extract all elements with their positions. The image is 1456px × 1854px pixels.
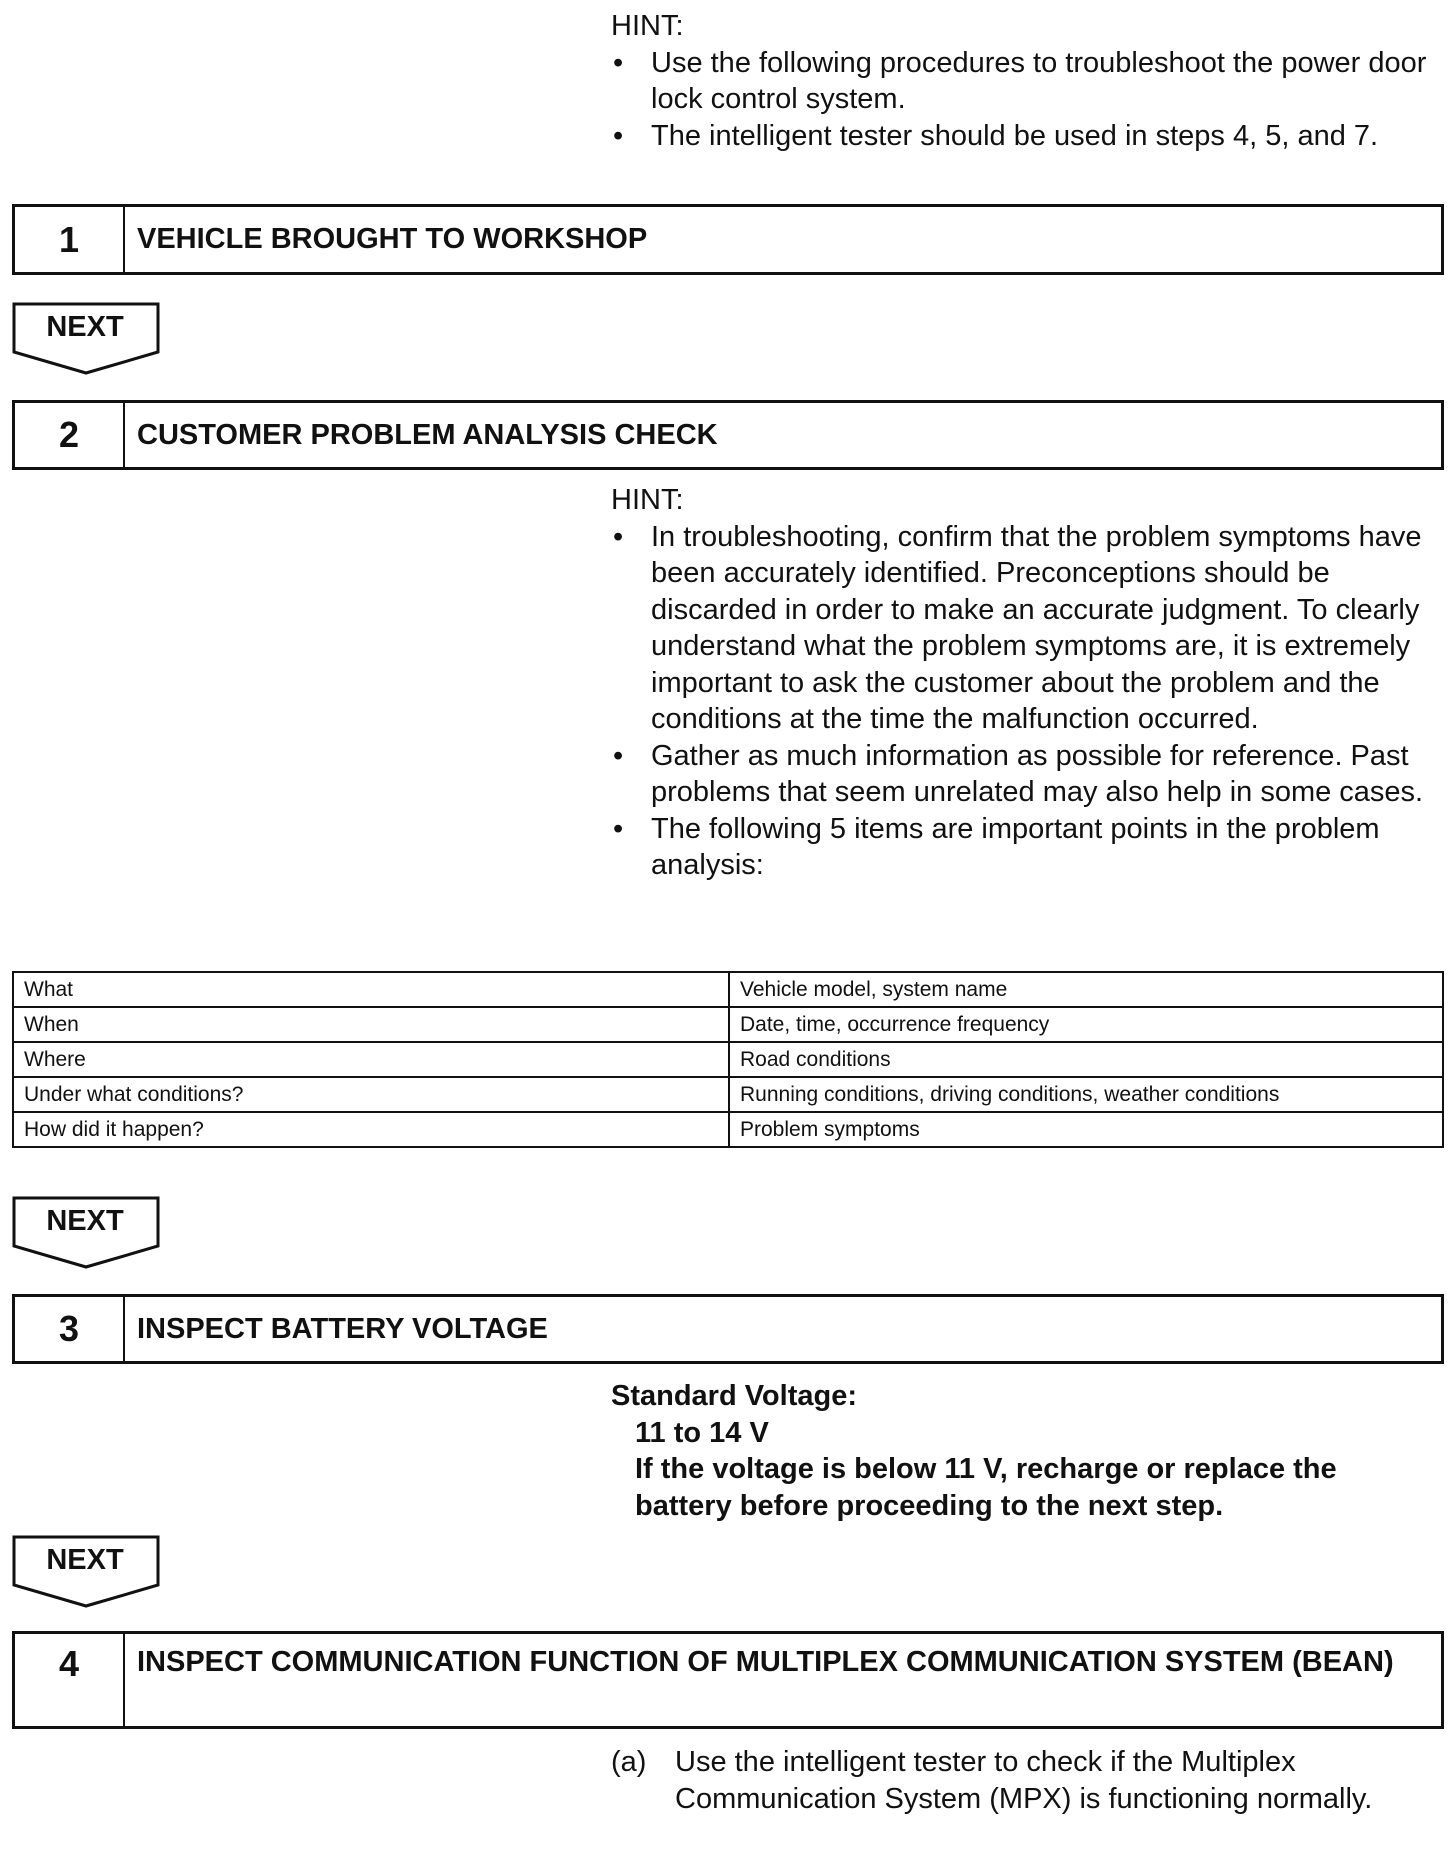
step-2-header	[12, 400, 1444, 470]
next-arrow-1	[12, 302, 162, 376]
next-arrow-3	[12, 1535, 162, 1609]
hint-block-1	[611, 8, 1451, 154]
table-cell: How did it happen?	[13, 1112, 729, 1147]
step-title: CUSTOMER PROBLEM ANALYSIS CHECK	[137, 419, 718, 451]
problem-analysis-table	[12, 971, 1444, 1148]
bullet-icon: •	[613, 119, 624, 152]
item-text: Use the intelligent tester to check if the Multiplex Communication System (MPX) is functioning normally.	[675, 1746, 1373, 1815]
bullet-icon: •	[613, 812, 624, 845]
hint-item: • The intelligent tester should be used in steps 4, 5, and 7.	[611, 118, 1451, 155]
step-number: 1	[15, 207, 125, 272]
table-cell: Date, time, occurrence frequency	[729, 1007, 1443, 1042]
spec-heading: Standard Voltage:	[611, 1380, 857, 1412]
hint-list	[611, 519, 1451, 884]
step-number: 3	[15, 1297, 125, 1361]
bullet-icon: •	[613, 46, 624, 79]
step-title: VEHICLE BROUGHT TO WORKSHOP	[137, 223, 648, 255]
step-number: 2	[15, 403, 125, 467]
hint-block-2	[611, 482, 1451, 884]
step-4-item-a	[611, 1744, 1431, 1817]
hint-item: • In troubleshooting, confirm that the problem symptoms have been accurately identified. Preconceptions should be discarded in order to make an accurate judgment. To clearly understand what the problem symptoms are, it is extremely important to ask the customer about the problem and the conditions at the time the malfunction occurred.	[613, 520, 1422, 735]
hint-list	[611, 45, 1451, 155]
bullet-icon: •	[613, 520, 624, 553]
next-label: NEXT	[46, 1205, 124, 1237]
table-cell: When	[13, 1007, 729, 1042]
table-cell: Where	[13, 1042, 729, 1077]
hint-title: HINT:	[611, 484, 684, 516]
hint-title: HINT:	[611, 10, 684, 42]
table-cell: Vehicle model, system name	[729, 972, 1443, 1007]
step-number: 4	[15, 1634, 125, 1726]
step-3-header	[12, 1294, 1444, 1364]
table-cell: Road conditions	[729, 1042, 1443, 1077]
step-title: INSPECT COMMUNICATION FUNCTION OF MULTIPLEX COMMUNICATION SYSTEM (BEAN)	[137, 1646, 1394, 1678]
step-4-header	[12, 1631, 1444, 1729]
table-row	[13, 972, 1443, 1007]
standard-voltage-spec	[611, 1378, 1431, 1524]
item-label: (a)	[611, 1746, 647, 1778]
table-row	[13, 1042, 1443, 1077]
bullet-icon: •	[613, 739, 624, 772]
hint-item: • Use the following procedures to troubleshoot the power door lock control system.	[613, 46, 1427, 115]
table-row	[13, 1077, 1443, 1112]
next-label: NEXT	[46, 311, 124, 343]
hint-item: • The following 5 items are important points in the problem analysis:	[613, 812, 1380, 881]
table-row	[13, 1112, 1443, 1147]
next-arrow-2	[12, 1196, 162, 1270]
next-label: NEXT	[46, 1544, 124, 1576]
table-cell: Problem symptoms	[729, 1112, 1443, 1147]
table-cell: What	[13, 972, 729, 1007]
table-row	[13, 1007, 1443, 1042]
step-1-header	[12, 204, 1444, 275]
table-cell: Under what conditions?	[13, 1077, 729, 1112]
spec-value: 11 to 14 V	[635, 1416, 769, 1449]
spec-note: If the voltage is below 11 V, recharge or replace the battery before proceeding to the next step.	[635, 1453, 1337, 1522]
hint-item: • Gather as much information as possible for reference. Past problems that seem unrelated may also help in some cases.	[613, 739, 1424, 808]
step-title: INSPECT BATTERY VOLTAGE	[137, 1313, 548, 1345]
table-cell: Running conditions, driving conditions, weather conditions	[729, 1077, 1443, 1112]
